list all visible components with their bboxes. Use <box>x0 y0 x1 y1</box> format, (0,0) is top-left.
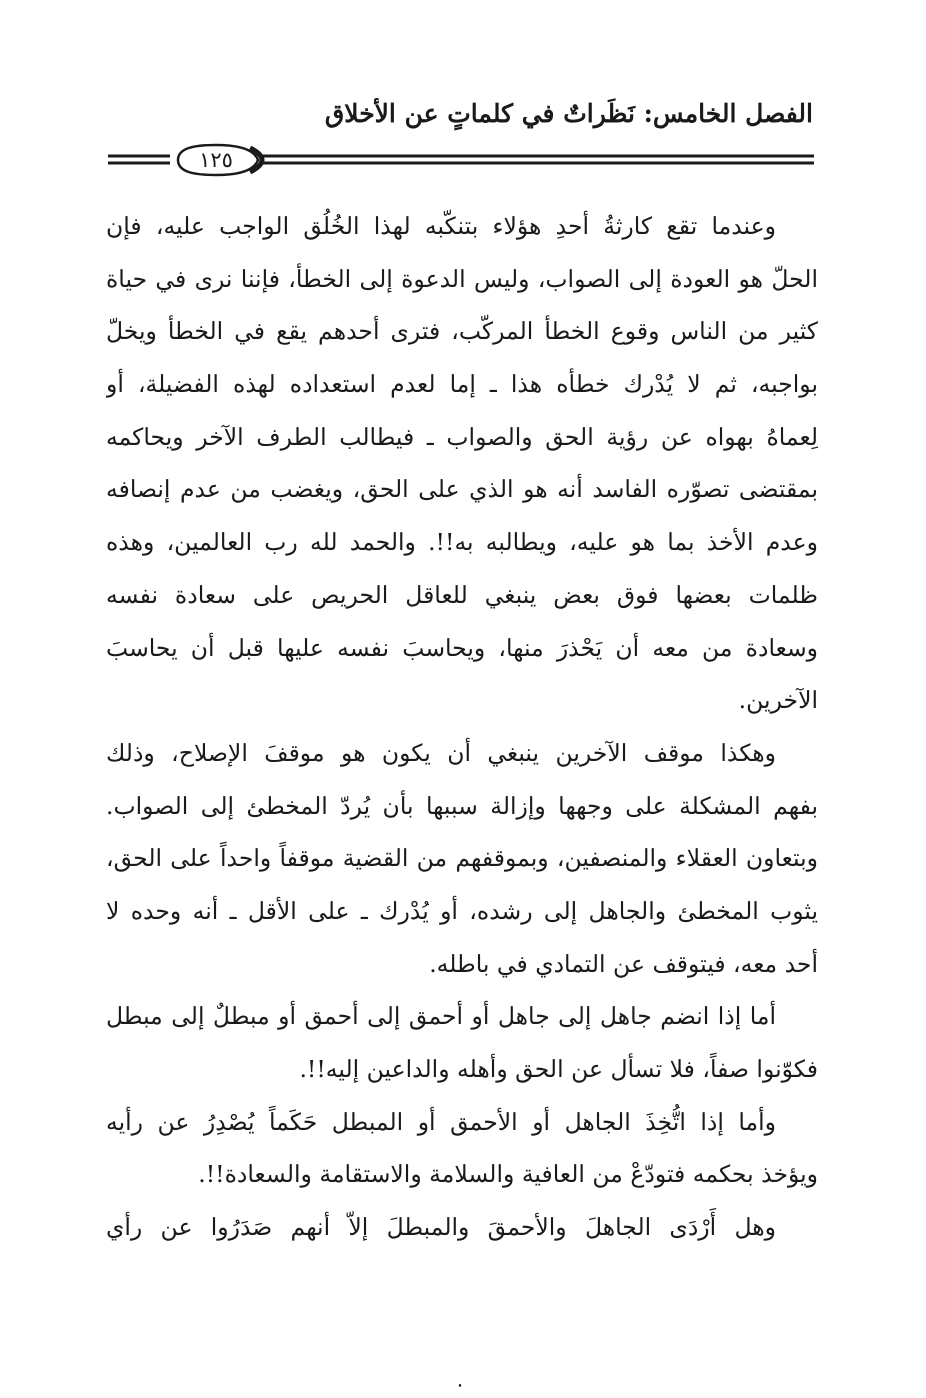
running-title: الفصل الخامس: نَظَراتٌ في كلماتٍ عن الأخلاق <box>324 99 813 128</box>
text-line: بفهم المشكلة على وجهها وإزالة سببها بأن يُردّ المخطئ إلى الصواب. <box>106 791 818 820</box>
text-line: أحد معه، فيتوقف عن التمادي في باطله. <box>429 949 818 978</box>
text-line: وعندما تقع كارثةُ أحدِ هؤلاء بتنكّبه لهذا الخُلُق الواجب عليه، فإن <box>106 212 776 240</box>
body-text <box>106 200 818 1254</box>
text-line: بواجبه، ثم لا يُدْرك خطأه هذا ـ إما لعدم استعداده لهذه الفضيلة، أو <box>106 370 818 399</box>
text-line: ظلمات بعضها فوق بعض ينبغي للعاقل الحريص على سعادة نفسه <box>106 580 818 609</box>
text-line: الآخرين. <box>738 686 818 715</box>
text-line: بمقتضى تصوّره الفاسد أنه هو الذي على الحق، ويغضب من عدم إنصافه <box>106 475 818 504</box>
text-line: وسعادة من معه أن يَحْذرَ منها، ويحاسبَ نفسه عليها قبل أن يحاسبَ <box>106 633 818 662</box>
page-number: ١٢٥ <box>199 148 233 172</box>
text-line: لِعماهُ بهواه عن رؤية الحق والصواب ـ فيطالب الطرف الآخر ويحاكمه <box>106 422 818 451</box>
text-line: ويؤخذ بحكمه فتودّعْ من العافية والسلامة والاستقامة والسعادة!!. <box>198 1160 818 1189</box>
text-line: وعدم الأخذ بما هو عليه، ويطالبه به!!. والحمد لله رب العالمين، وهذه <box>106 528 818 557</box>
text-line: وأما إذا اتُّخِذَ الجاهل أو الأحمق أو المبطل حَكَماً يُصْدِرُ عن رأيه <box>106 1107 776 1136</box>
text-line: وبتعاون العقلاء والمنصفين، وبموقفهم من القضية موقفاً واحداً على الحق، <box>106 844 818 873</box>
text-line: فكوّنوا صفاً، فلا تسأل عن الحق وأهله والداعين إليه!!. <box>299 1055 818 1083</box>
text-line: أما إذا انضم جاهل إلى جاهل أو أحمق إلى أحمق أو مبطلٌ إلى مبطل <box>106 1002 776 1031</box>
text-line: وهكذا موقف الآخرين ينبغي أن يكون هو موقفَ الإصلاح، وذلك <box>106 738 776 767</box>
text-line: كثير من الناس وقوع الخطأ المركّب، فترى أحدهم يقع في الخطأ ويخلّ <box>106 317 818 346</box>
text-line: الحلّ هو العودة إلى الصواب، وليس الدعوة إلى الخطأ، فإننا نرى في حياة <box>106 264 818 293</box>
text-line: وهل أَرْدَى الجاهلَ والأحمقَ والمبطلَ إلاّ أنهم صَدَرُوا عن رأي <box>106 1213 776 1242</box>
header-rule <box>108 142 814 178</box>
footer-mark: ٠ <box>454 1372 466 1396</box>
text-line: يثوب المخطئ والجاهل إلى رشده، أو يُدْرك ـ على الأقل ـ أنه وحده لا <box>106 896 818 925</box>
